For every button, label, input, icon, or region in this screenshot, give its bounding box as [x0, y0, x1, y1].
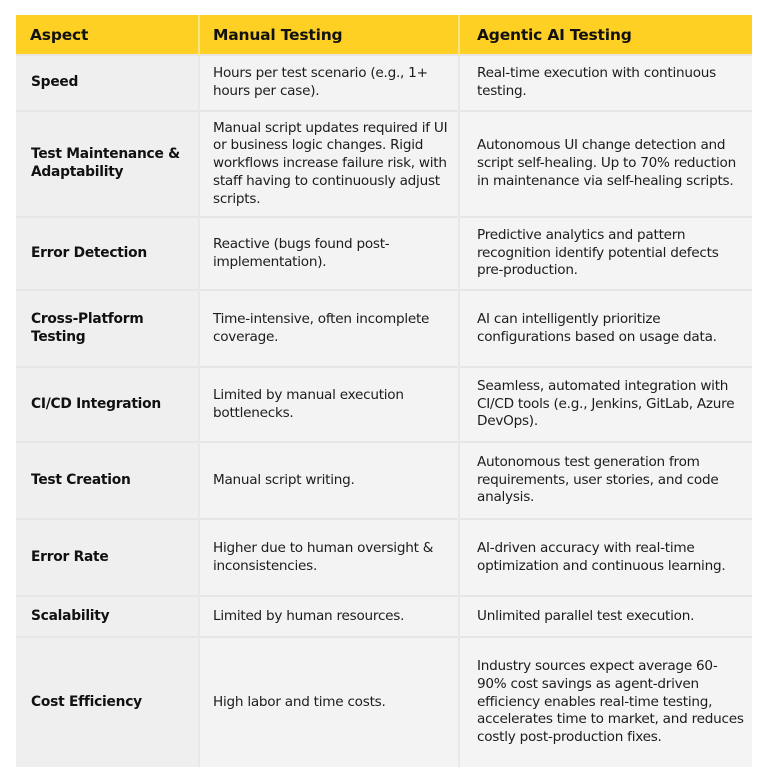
column-header-agentic-ai-testing: Agentic AI Testing [459, 15, 752, 55]
manual-testing-cell: Limited by human resources. [199, 596, 459, 637]
manual-testing-cell: Higher due to human oversight & inconsistencies. [199, 519, 459, 596]
manual-testing-cell: Reactive (bugs found post-implementation). [199, 217, 459, 290]
table-row [16, 596, 752, 637]
table-row [16, 217, 752, 290]
agentic-testing-cell: Seamless, automated integration with CI/CD tools (e.g., Jenkins, GitLab, Azure DevOps). [459, 367, 752, 442]
agentic-testing-cell: Unlimited parallel test execution. [459, 596, 752, 637]
agentic-testing-cell: AI can intelligently prioritize configurations based on usage data. [459, 290, 752, 367]
column-header-aspect: Aspect [16, 15, 199, 55]
manual-testing-cell: High labor and time costs. [199, 637, 459, 767]
agentic-testing-cell: AI-driven accuracy with real-time optimization and continuous learning. [459, 519, 752, 596]
manual-testing-cell: Time-intensive, often incomplete coverage. [199, 290, 459, 367]
aspect-cell: Test Creation [16, 442, 199, 519]
manual-testing-cell: Manual script updates required if UI or business logic changes. Rigid workflows increase failure risk, with staff having to continuously adjust scripts. [199, 111, 459, 217]
agentic-testing-cell: Predictive analytics and pattern recognition identify potential defects pre-production. [459, 217, 752, 290]
aspect-cell: Error Detection [16, 217, 199, 290]
aspect-cell: Scalability [16, 596, 199, 637]
manual-testing-cell: Limited by manual execution bottlenecks. [199, 367, 459, 442]
agentic-testing-cell: Autonomous test generation from requirements, user stories, and code analysis. [459, 442, 752, 519]
aspect-cell: Error Rate [16, 519, 199, 596]
column-header-manual-testing: Manual Testing [199, 15, 459, 55]
aspect-cell: Cross-Platform Testing [16, 290, 199, 367]
comparison-table [16, 15, 752, 767]
manual-testing-cell: Hours per test scenario (e.g., 1+ hours per case). [199, 55, 459, 111]
aspect-cell: CI/CD Integration [16, 367, 199, 442]
table-row [16, 442, 752, 519]
aspect-cell: Test Maintenance & Adaptability [16, 111, 199, 217]
table-row [16, 55, 752, 111]
aspect-cell: Cost Efficiency [16, 637, 199, 767]
header-row [16, 15, 752, 55]
table-row [16, 367, 752, 442]
table-body [16, 55, 752, 767]
table-row [16, 290, 752, 367]
table-row [16, 637, 752, 767]
agentic-testing-cell: Industry sources expect average 60-90% cost savings as agent-driven efficiency enables real-time testing, accelerates time to market, and reduces costly post-production fixes. [459, 637, 752, 767]
aspect-cell: Speed [16, 55, 199, 111]
manual-testing-cell: Manual script writing. [199, 442, 459, 519]
table-row [16, 111, 752, 217]
table-row [16, 519, 752, 596]
table-header [16, 15, 752, 55]
agentic-testing-cell: Real-time execution with continuous testing. [459, 55, 752, 111]
agentic-testing-cell: Autonomous UI change detection and script self-healing. Up to 70% reduction in maintenance via self-healing scripts. [459, 111, 752, 217]
